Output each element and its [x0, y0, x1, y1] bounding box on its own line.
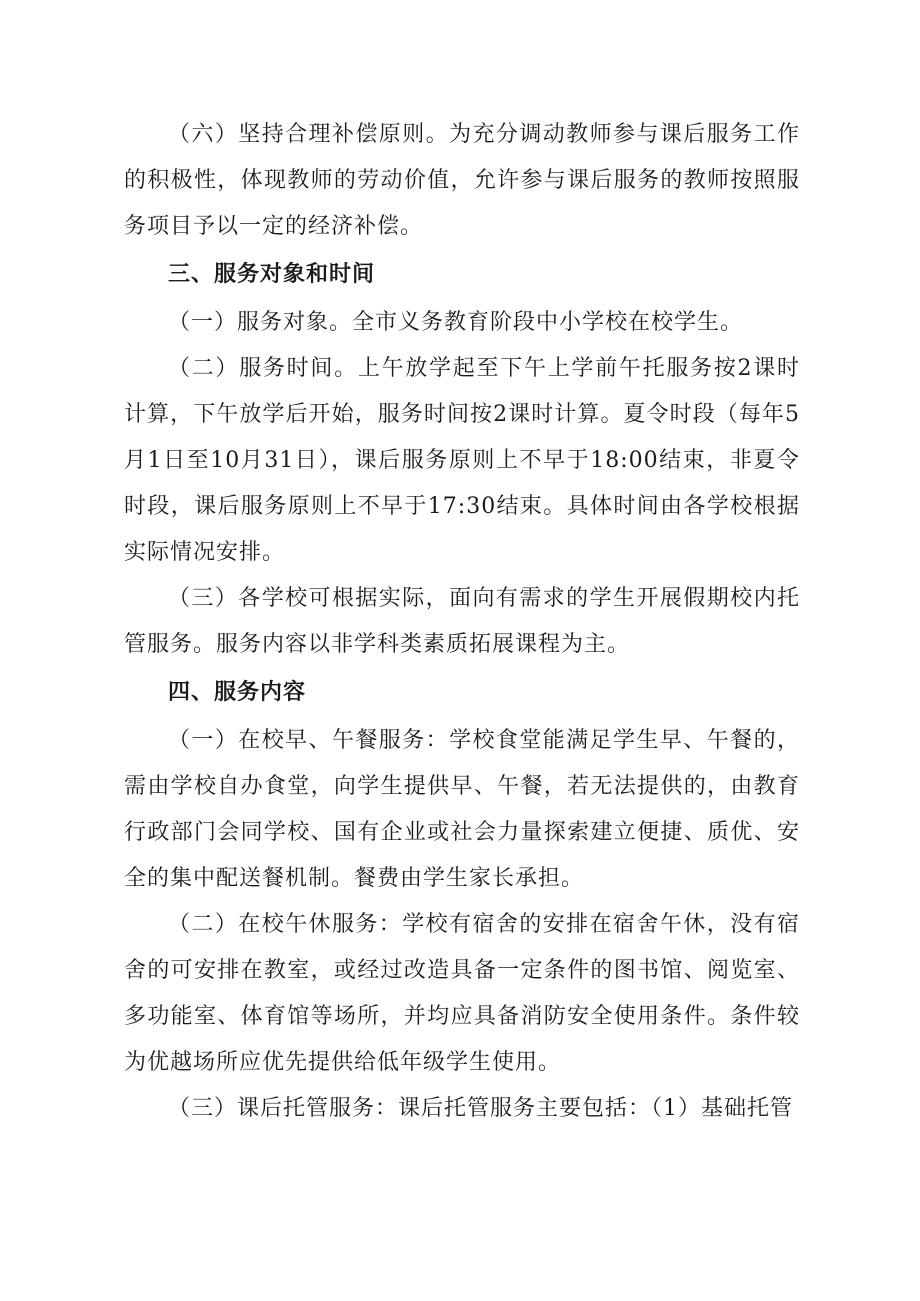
paragraph-holiday-service: （三）各学校可根据实际，面向有需求的学生开展假期校内托管服务。服务内容以非学科类素质拓展课程为主。 [124, 586, 800, 657]
paragraph-after-school-care: （三）课后托管服务：课后托管服务主要包括：（1）基础托管 [168, 1096, 793, 1121]
paragraph-service-time: （二）服务时间。上午放学起至下午上学前午托服务按2课时计算，下午放学后开始，服务时间按2课时计算。夏令时段（每年5月1日至10月31日），课后服务原则上不早于18:00结束，非夏令时段，课后服务原则上不早于17:30结束。具体时间由各学校根据实际情况安排。 [124, 356, 800, 565]
section-heading-3: 三、服务对象和时间 [168, 262, 376, 287]
paragraph-meal-service: （一）在校早、午餐服务：学校食堂能满足学生早、午餐的，需由学校自办食堂，向学生提供早、午餐，若无法提供的，由教育行政部门会同学校、国有企业或社会力量探索建立便捷、质优、安全的集中配送餐机制。餐费由学生家长承担。 [124, 728, 800, 891]
paragraph-service-target: （一）服务对象。全市义务教育阶段中小学校在校学生。 [168, 310, 744, 335]
paragraph-principle-6: （六）坚持合理补偿原则。为充分调动教师参与课后服务工作的积极性，体现教师的劳动价值，允许参与课后服务的教师按照服务项目予以一定的经济补偿。 [124, 122, 800, 239]
document-body [124, 112, 800, 1132]
section-heading-4: 四、服务内容 [168, 680, 307, 705]
paragraph-nap-service: （二）在校午休服务：学校有宿舍的安排在宿舍午休，没有宿舍的可安排在教室，或经过改造具备一定条件的图书馆、阅览室、多功能室、体育馆等场所，并均应具备消防安全使用条件。条件较为优越场所应优先提供给低年级学生使用。 [124, 912, 800, 1075]
